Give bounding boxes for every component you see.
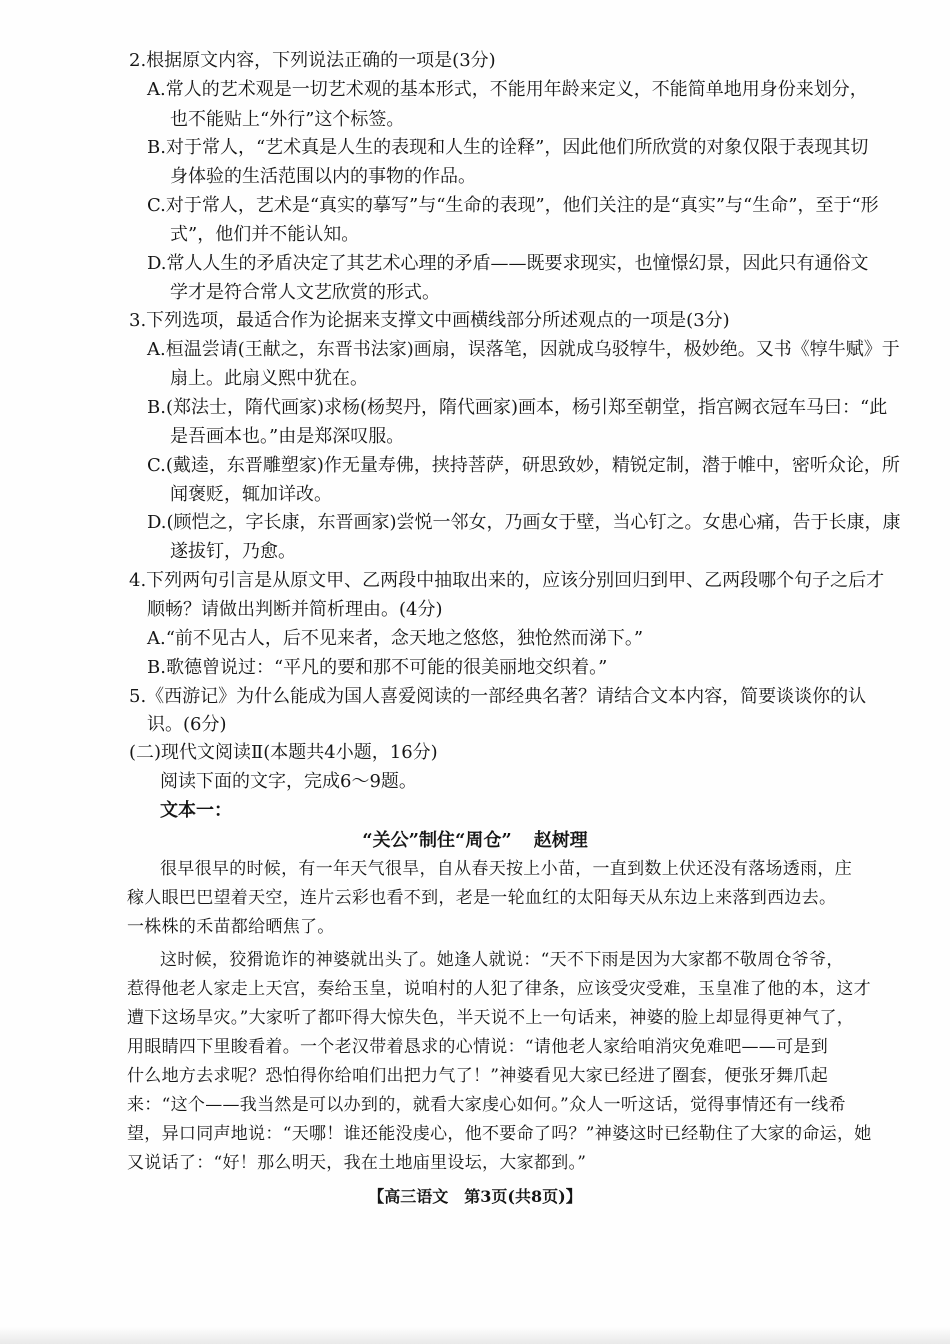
q3-option-b-line2: 是吾画本也。”由是郑深叹服。: [170, 426, 405, 447]
story-author: 赵树理: [533, 830, 588, 851]
q2-stem: 2.根据原文内容，下列说法正确的一项是(3分): [129, 50, 496, 71]
q4-quote-a: A.“前不见古人，后不见来者，念天地之悠悠，独怆然而涕下。”: [147, 628, 644, 649]
story-p1-line1: 很早很早的时候，有一年天气很旱，自从春天按上小苗，一直到数上伏还没有落场透雨，庄: [160, 859, 852, 879]
q4-stem-line1: 4.下列两句引言是从原文甲、乙两段中抽取出来的，应该分别回归到甲、乙两段哪个句子之后才: [129, 570, 885, 591]
q2-option-b-line1: B.对于常人，“艺术真是人生的表现和人生的诠释”，因此他们所欣赏的对象仅限于表现其切: [147, 137, 869, 158]
q5-line1: 5.《西游记》为什么能成为国人喜爱阅读的一部经典名著？请结合文本内容，简要谈谈你的认: [129, 686, 867, 707]
q3-stem: 3.下列选项，最适合作为论据来支撑文中画横线部分所述观点的一项是(3分): [129, 310, 730, 331]
story-title-row: [0, 829, 950, 853]
story-p2-line2: 惹得他老人家走上天宫，奏给玉皇，说咱村的人犯了律条，应该受灾受难，玉皇准了他的本，这才: [127, 979, 871, 999]
q2-option-b-line2: 身体验的生活范围以内的事物的作品。: [170, 166, 476, 187]
story-p2-line7: 望，异口同声地说：“天哪！谁还能没虔心，他不要命了吗？”神婆这时已经勒住了大家的命运，她: [127, 1124, 872, 1144]
q5-line2: 识。(6分): [147, 714, 227, 735]
q4-quote-b: B.歌德曾说过：“平凡的要和那不可能的很美丽地交织着。”: [147, 657, 608, 678]
q3-option-a-line2: 扇上。此扇义熙中犹在。: [170, 368, 368, 389]
q2-option-c-line2: 式”，他们并不能认知。: [170, 224, 360, 245]
q2-option-a-line1: A.常人的艺术观是一切艺术观的基本形式，不能用年龄来定义，不能简单地用身份来划分，: [147, 79, 868, 100]
story-p1-line3: 一株株的禾苗都给晒焦了。: [127, 917, 335, 937]
story-p1-line2: 稼人眼巴巴望着天空，连片云彩也看不到，老是一轮血红的太阳每天从东边上来落到西边去。: [127, 888, 837, 908]
story-p2-line1: 这时候，狡猾诡诈的神婆就出头了。她逢人就说：“天不下雨是因为大家都不敬周仓爷爷，: [160, 950, 844, 970]
q2-option-d-line2: 学才是符合常人文艺欣赏的形式。: [170, 282, 440, 303]
q3-option-b-line1: B.(郑法士，隋代画家)求杨(杨契丹，隋代画家)画本，杨引郑至朝堂，指宫阙衣冠车马曰：“此: [147, 397, 888, 418]
q4-stem-line2: 顺畅？请做出判断并简析理由。(4分): [147, 599, 443, 620]
story-p2-line4: 用眼睛四下里睃看着。一个老汉带着恳求的心情说：“请他老人家给咱消灾免难吧——可是到: [127, 1037, 828, 1057]
section-heading: (二)现代文阅读Ⅱ(本题共4小题，16分): [129, 742, 438, 763]
story-p2-line5: 什么地方去求呢？恐怕得你给咱们出把力气了！”神婆看见大家已经进了圈套，便张牙舞爪起: [127, 1066, 828, 1086]
q3-option-d-line2: 遂拔钉，乃愈。: [170, 541, 296, 562]
q2-option-a-line2: 也不能贴上“外行”这个标签。: [170, 109, 405, 130]
q3-option-d-line1: D.(顾恺之，字长康，东晋画家)尝悦一邻女，乃画女于壁，当心钉之。女患心痛，告于长康，康: [147, 512, 901, 533]
story-p2-line6: 来：“这个——我当然是可以办到的，就看大家虔心如何。”众人一听这话，觉得事情还有一线希: [127, 1095, 846, 1115]
scan-edge-shadow: [0, 1326, 950, 1344]
q3-option-c-line2: 闻褒贬，辄加详改。: [170, 484, 332, 505]
story-title: “关公”制住“周仓”: [362, 830, 512, 851]
q2-option-d-line1: D.常人人生的矛盾决定了其艺术心理的矛盾——既要求现实，也憧憬幻景，因此只有通俗文: [147, 253, 869, 274]
q2-option-c-line1: C.对于常人，艺术是“真实的摹写”与“生命的表现”，他们关注的是“真实”与“生命”，至于“形: [147, 195, 879, 216]
story-p2-line3: 遭下这场旱灾。”大家听了都吓得大惊失色，半天说不上一句话来，神婆的脸上却显得更神气了，: [127, 1008, 855, 1028]
story-p2-line8: 又说话了：“好！那么明天，我在土地庙里设坛，大家都到。”: [127, 1153, 587, 1173]
q3-option-c-line1: C.(戴逵，东晋雕塑家)作无量寿佛，挟持菩萨，研思致妙，精锐定制，潜于帷中，密听众论，所: [147, 455, 900, 476]
text-one-label: 文本一：: [160, 800, 232, 821]
q3-option-a-line1: A.桓温尝请(王献之，东晋书法家)画扇，误落笔，因就成乌驳犉牛，极妙绝。又书《犉牛赋》于: [147, 339, 900, 360]
page-footer: 【高三语文 第3页(共8页)】: [368, 1187, 582, 1206]
section-instruction: 阅读下面的文字，完成6～9题。: [160, 771, 417, 792]
